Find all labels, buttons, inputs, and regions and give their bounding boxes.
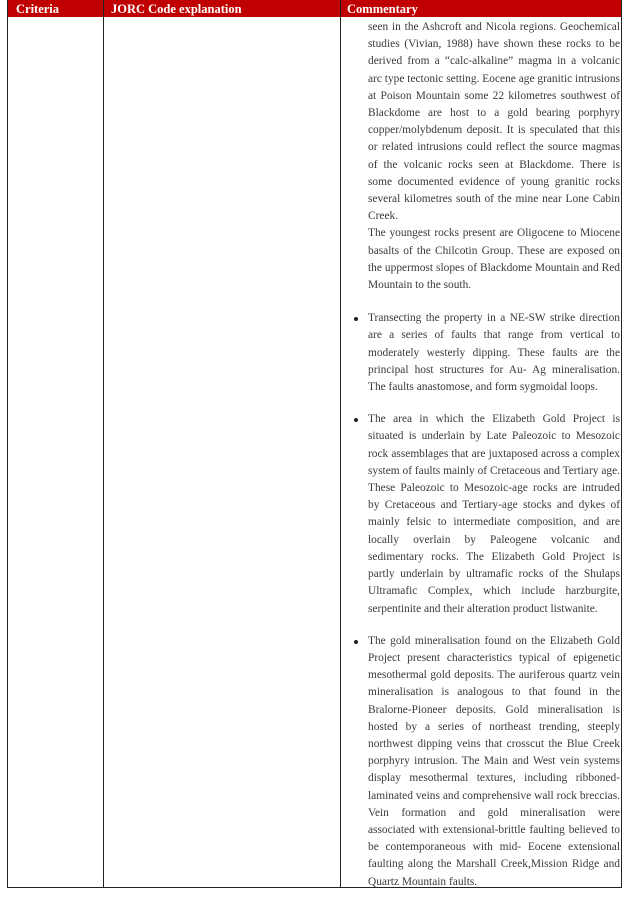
- list-item: [344, 411, 620, 617]
- commentary-bullet-list: [344, 310, 620, 891]
- commentary-cell: [344, 19, 620, 891]
- jorc-table: [7, 0, 622, 888]
- list-item: [344, 310, 620, 396]
- header-jorc-code-explanation: JORC Code explanation: [111, 2, 242, 16]
- header-commentary: Commentary: [347, 2, 418, 16]
- commentary-paragraph: The youngest rocks present are Oligocene to Miocene basalts of the Chilcotin Group. These are exposed on the uppermost slopes of Blackdome Mountain and Red Mountain to the south.: [368, 227, 620, 292]
- column-divider: [340, 0, 341, 887]
- table-header-row: [8, 0, 621, 17]
- bullet-text: The area in which the Elizabeth Gold Project is situated is underlain by Late Paleozoic to Mesozoic rock assemblages that are juxtaposed across a complex system of faults mainly of Cretaceous and Tertiary age. These Paleozoic to Mesozoic-age rocks are intruded by Cretaceous and Tertiary-age stocks and dykes of mainly felsic to intermediate composition, and are locally overlain by Paleogene volcanic and sedimentary rocks. The Elizabeth Gold Project is partly underlain by ultramafic rocks of the Shulaps Ultramafic Complex, which include harzburgite, serpentinite and their alteration product listwanite.: [368, 413, 620, 615]
- column-divider: [103, 0, 104, 887]
- list-item: [344, 633, 620, 891]
- commentary-paragraph: seen in the Ashcroft and Nicola regions. Geochemical studies (Vivian, 1988) have shown these rocks to be derived from a “calc-alkaline” magma in a volcanic arc type tectonic setting. Eocene age granitic intrusions at Poison Mountain some 22 kilometres southwest of Blackdome are host to a gold bearing porphyry copper/molybdenum deposit. It is speculated that this or related intrusions could reflect the source magmas of the volcanic rocks seen at Blackdome. There is some documented evidence of young granitic rocks several kilometres south of the mine near Lone Cabin Creek.: [368, 21, 620, 223]
- bullet-text: Transecting the property in a NE-SW strike direction are a series of faults that range from vertical to moderately westerly dipping. These faults are the principal host structures for Au- Ag mineralisation. The faults anastomose, and form sygmoidal loops.: [368, 312, 620, 394]
- bullet-icon: [354, 317, 358, 321]
- header-criteria: Criteria: [16, 2, 60, 16]
- bullet-text: The gold mineralisation found on the Elizabeth Gold Project present characteristics typical of epigenetic mesothermal gold deposits. The auriferous quartz vein mineralisation is analogous to that found in the Bralorne-Pioneer deposits. Gold mineralisation is hosted by a series of northeast trending, steeply northwest dipping veins that crosscut the Blue Creek porphyry intrusion. The Main and West vein systems display mesothermal textures, including ribboned-laminated veins and comprehensive wall rock breccias. Vein formation and gold mineralisation were associated with extensional-brittle faulting believed to be contemporaneous with mid- Eocene extensional faulting along the Marshall Creek,Mission Ridge and Quartz Mountain faults.: [368, 634, 620, 888]
- bullet-icon: [354, 418, 358, 422]
- bullet-icon: [354, 640, 358, 644]
